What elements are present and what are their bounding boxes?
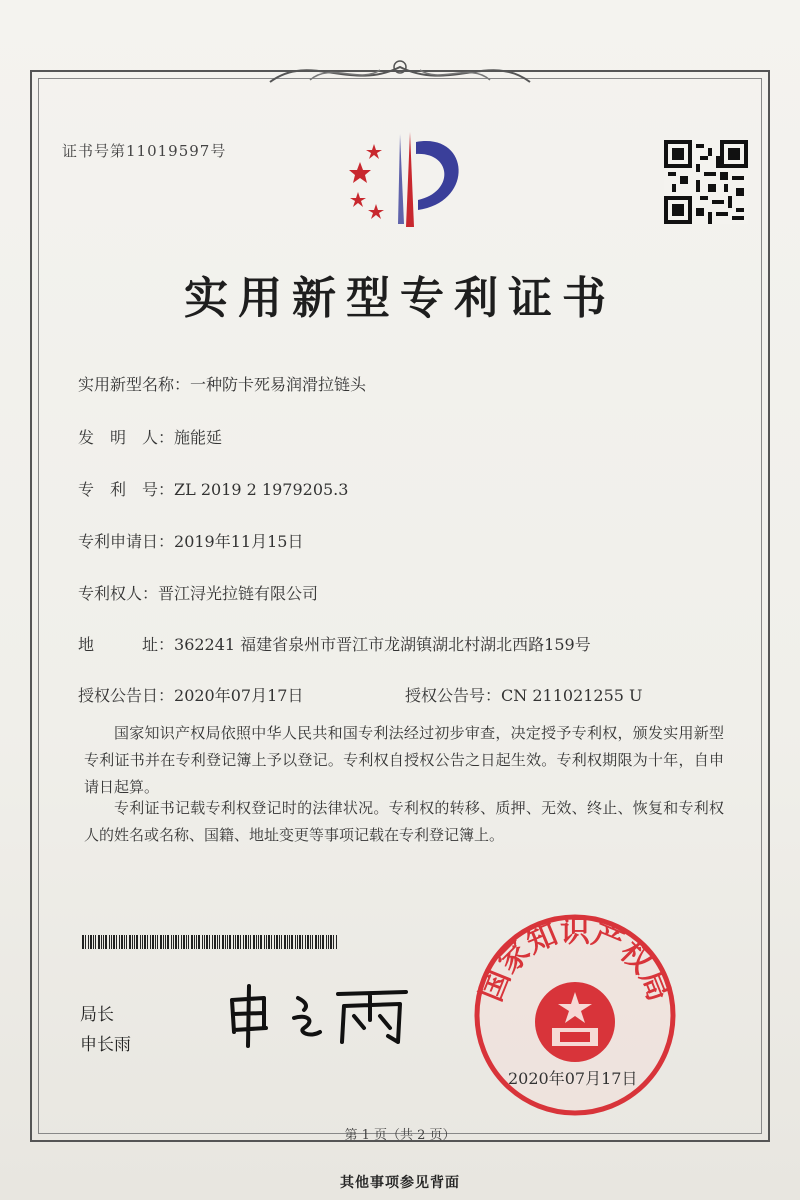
border-ornament — [250, 42, 550, 102]
announce-date-value: 2020年07月17日 — [174, 686, 304, 705]
legal-status-paragraph: 专利证书记载专利权登记时的法律状况。专利权的转移、质押、无效、终止、恢复和专利权人的姓名或名称、国籍、地址变更等事项记载在专利登记簿上。 — [84, 799, 724, 844]
filing-date-value: 2019年11月15日 — [174, 532, 304, 551]
filing-date-row — [78, 529, 303, 552]
address-label: 地 址： — [78, 635, 175, 654]
director-title: 局长 — [80, 1005, 114, 1025]
page-number: 第 1 页（共 2 页） — [344, 1128, 456, 1143]
announce-date-label: 授权公告日： — [78, 686, 175, 705]
address-value: 362241 福建省泉州市晋江市龙湖镇湖北村湖北西路159号 — [174, 635, 591, 654]
inventor-label: 发 明 人： — [78, 428, 175, 447]
certificate-title: 实用新型专利证书 — [184, 273, 616, 324]
director-name: 申长雨 — [80, 1035, 131, 1055]
patent-number-value: ZL 2019 2 1979205.3 — [174, 480, 349, 499]
announce-number-value: CN 211021255 U — [501, 686, 643, 705]
patentee-label: 专利权人： — [78, 584, 159, 603]
qr-code-icon — [664, 140, 748, 224]
director-signature-icon — [220, 980, 420, 1050]
patent-number-label: 专 利 号： — [78, 480, 175, 499]
utility-model-name-label: 实用新型名称： — [78, 375, 191, 394]
filing-date-label: 专利申请日： — [78, 532, 175, 551]
inventor-value: 施能延 — [174, 428, 223, 447]
certificate-number: 证书号第11019597号 — [62, 142, 227, 160]
barcode-icon — [82, 935, 340, 949]
grant-paragraph: 国家知识产权局依照中华人民共和国专利法经过初步审查，决定授予专利权，颁发实用新型专利证书并在专利登记簿上予以登记。专利权自授权公告之日起生效。专利权期限为十年，自申请日起算。 — [84, 724, 724, 796]
utility-model-name-value: 一种防卡死易润滑拉链头 — [190, 375, 367, 394]
inventor-row — [78, 425, 222, 448]
seal-date: 2020年07月17日 — [508, 1069, 638, 1088]
announce-date-row — [78, 683, 303, 706]
director-block — [80, 1000, 131, 1060]
seal-text: 国家知识产权局 — [473, 914, 677, 1007]
address-row — [78, 632, 591, 655]
utility-model-name-row — [78, 372, 366, 395]
cnipa-logo-icon — [340, 122, 480, 232]
announce-number-row — [405, 683, 643, 706]
patentee-value: 晋江浔光拉链有限公司 — [158, 584, 319, 603]
patent-number-row — [78, 477, 348, 500]
announce-number-label: 授权公告号： — [405, 686, 502, 705]
patentee-row — [78, 581, 318, 604]
footer-note: 其他事项参见背面 — [340, 1175, 460, 1191]
